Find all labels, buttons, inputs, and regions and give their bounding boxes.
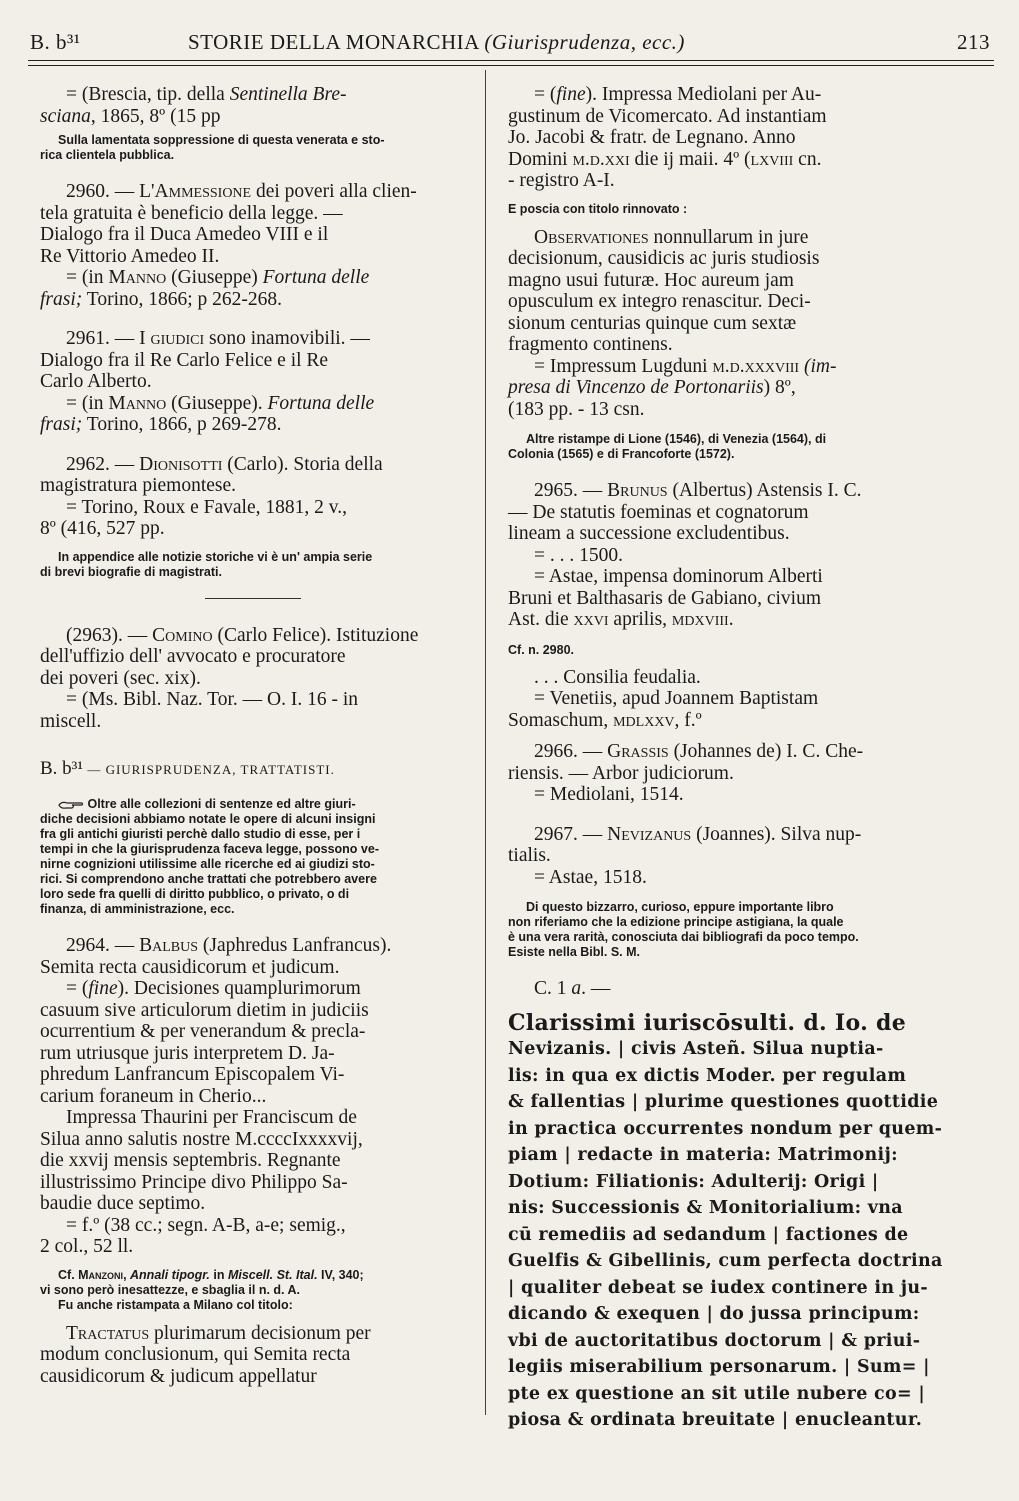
entry-2966: 2966. — Grassis (Johannes de) I. C. Che- riensis. — Arbor judiciorum. = Mediolani, 1514. xyxy=(508,741,864,805)
gothic-title-transcription: Clarissimi iuriscōsulti. d. Io. de Nevizanis. | civis Asteñ. Silua nuptia- lis: in qua ex dictis Moder. per regulam & fallentias | plurime questiones quottidie in practica occurrentes nondum per quem- piam | redacte in materia: Matrimonij: Dotium: Filiationis: Adulterij: Origi | nis: Successionis & Monitorialium: vna cū remediis ad sedandum | factiones de Guelfis & Gibellinis, cum perfecta doctrina | qualiter debeat se iudex continere in ju- dicando & exequen | do jussa principum: vbi de auctoritatibus doctorum | & priui- legiis miserabilium personarum. | Sum= | pte ex questione an sit utile nubere co= | piosa & ordinata breuitate | enucleantur. xyxy=(508,1009,943,1430)
page-number: 213 xyxy=(957,30,990,54)
entry-2964: 2964. — Balbus (Japhredus Lanfrancus). Semita recta causidicorum et judicum. = (fine). Decisiones quamplurimorum casuum sive articulorum dietim in judiciis ocurrentium & per venerandum & precla- rum utriusque juris interpretem D. Ja- phredum Lanfrancum Episcopalem Vi- carium foraneum in Cherio... Impressa Thaurini per Franciscum de Silua anno salutis nostre M.ccccIxxxxvij, die xxvij mensis septembris. Regnante illustrissimo Principe divo Philippo Sa- baudie duce septimo. = f.º (38 cc.; segn. A-B, a-e; semig., 2 col., 52 ll. Cf. Manzoni, Annali tipogr. in Miscell. St. Ital. IV, 340; vi sono però inesattezze, e sbaglia il n. d. A. Fu anche ristampata a Milano col titolo: Tractatus plurimarum decisionum per modum conclusionum, qui Semita recta causidicorum & judicum appellatur xyxy=(40,935,392,1387)
header-rule xyxy=(28,60,994,61)
left-column xyxy=(40,84,465,1387)
entry-2965: 2965. — Brunus (Albertus) Astensis I. C. — De statutis foeminas et cognatorum lineam a successione excludentibus. = . . . 1500. = Astae, impensa dominorum Alberti Bruni et Balthasaris de Gabiano, civium Ast. die xxvi aprilis, mdxviii. Cf. n. 2980. . . . Consilia feudalia. = Venetiis, apud Joannem Baptistam Somaschum, mdlxxv, f.º xyxy=(508,480,862,731)
header-rule-thin xyxy=(28,65,994,66)
header-title: STORIE DELLA MONARCHIA (Giurisprudenza, ecc.) xyxy=(188,30,685,54)
entry-2967: 2967. — Nevizanus (Joannes). Silva nup- tialis. = Astae, 1518. Di questo bizzarro, curioso, eppure importante libro non riferiamo che la edizione principe astigiana, la quale è una vera rarità, conosciuta dai bibliografi da poco tempo. Esiste nella Bibl. S. M. C. 1 a. — Clarissimi iuriscōsulti. d. Io. de Nevizanis. | civis Asteñ. Silua nuptia- lis: in qua ex dictis Moder. per regulam & fallentias | plurime questiones quottidie in practica occurrentes nondum per quem- piam | redacte in materia: Matrimonij: Dotium: Filiationis: Adulterij: Origi | nis: Successionis & Monitorialium: vna cū remediis ad sedandum | factiones de Guelfis & Gibellinis, cum perfecta doctrina | qualiter debeat se iudex continere in ju- dicando & exequen | do jussa principum: vbi de auctoritatibus doctorum | & priui- legiis miserabilium personarum. | Sum= | pte ex questione an sit utile nubere co= | piosa & ordinata breuitate | enucleantur. xyxy=(508,824,978,1434)
entry-2962: 2962. — Dionisotti (Carlo). Storia della magistratura piemontese. = Torino, Roux e Favale, 1881, 2 v., 8º (416, 527 pp. In appendice alle notizie storiche vi è un' ampia serie di brevi biografie di magistrati. xyxy=(40,453,383,579)
column-divider xyxy=(485,70,486,1415)
header-section-code: B. b³¹ xyxy=(30,30,81,54)
shelfmark: C. 1 a. — xyxy=(534,978,611,999)
section-heading: B. b³¹ — GIURISPRUDENZA, TRATTATISTI. xyxy=(40,758,335,779)
entry-2963: (2963). — Comino (Carlo Felice). Istituzione dell'uffizio dell' avvocato e procuratore dei poveri (sec. xix). = (Ms. Bibl. Naz. Tor. — O. I. 16 - in miscell. xyxy=(40,624,419,732)
entry-continuation: = (Brescia, tip. della Sentinella Bre- sciana, 1865, 8º (15 pp Sulla lamentata soppressione di questa venerata e sto- rica clientela pubblica. xyxy=(40,84,385,162)
entry-2961: 2961. — I giudici sono inamovibili. — Dialogo fra il Re Carlo Felice e il Re Carlo Alberto. = (in Manno (Giuseppe). Fortuna delle frasi; Torino, 1866, p 269-278. xyxy=(40,328,375,435)
pointing-hand-icon xyxy=(58,800,84,810)
right-column xyxy=(508,84,978,1434)
entry-2964-cont: = (fine). Impressa Mediolani per Au- gustinum de Vicomercato. Ad instantiam Jo. Jacobi & fratr. de Legnano. Anno Domini m.d.xxi die ij maii. 4º (lxviii cn. - registro A-I. E poscia con titolo rinnovato : Observationes nonnullarum in jure decisionum, causidicis ac juris studiosis magno usui futuræ. Hoc aureum jam opusculum ex integro renascitur. Deci- sionum centurias quinque cum sextæ fragmento continens. = Impressum Lugduni m.d.xxxviii (im- presa di Vincenzo de Portonariis) 8º, (183 pp. - 13 csn. Altre ristampe di Lione (1546), di Venezia (1564), di Colonia (1565) e di Francoforte (1572). xyxy=(508,84,837,461)
section-note: Oltre alle collezioni di sentenze ed altre giuri- diche decisioni abbiamo notate le opere di alcuni insigni fra gli antichi giuristi perchè dallo studio di esse, per i tempi in che la giurisprudenza faceva legge, possono ve- nirne cognizioni utilissime alle ricerche ed ai giudizi sto- rici. Si comprendono anche trattati che potrebbero avere loro sede fra quelli di diritto pubblico, o privato, o di finanza, di amministrazione, ecc. xyxy=(40,797,379,916)
entry-2960: 2960. — L'Ammessione dei poveri alla clien- tela gratuita è beneficio della legge. — Dialogo fra il Duca Amedeo VIII e il Re Vittorio Amedeo II. = (in Manno (Giuseppe) Fortuna delle frasi; Torino, 1866; p 262-268. xyxy=(40,181,417,310)
page-header xyxy=(30,26,990,60)
